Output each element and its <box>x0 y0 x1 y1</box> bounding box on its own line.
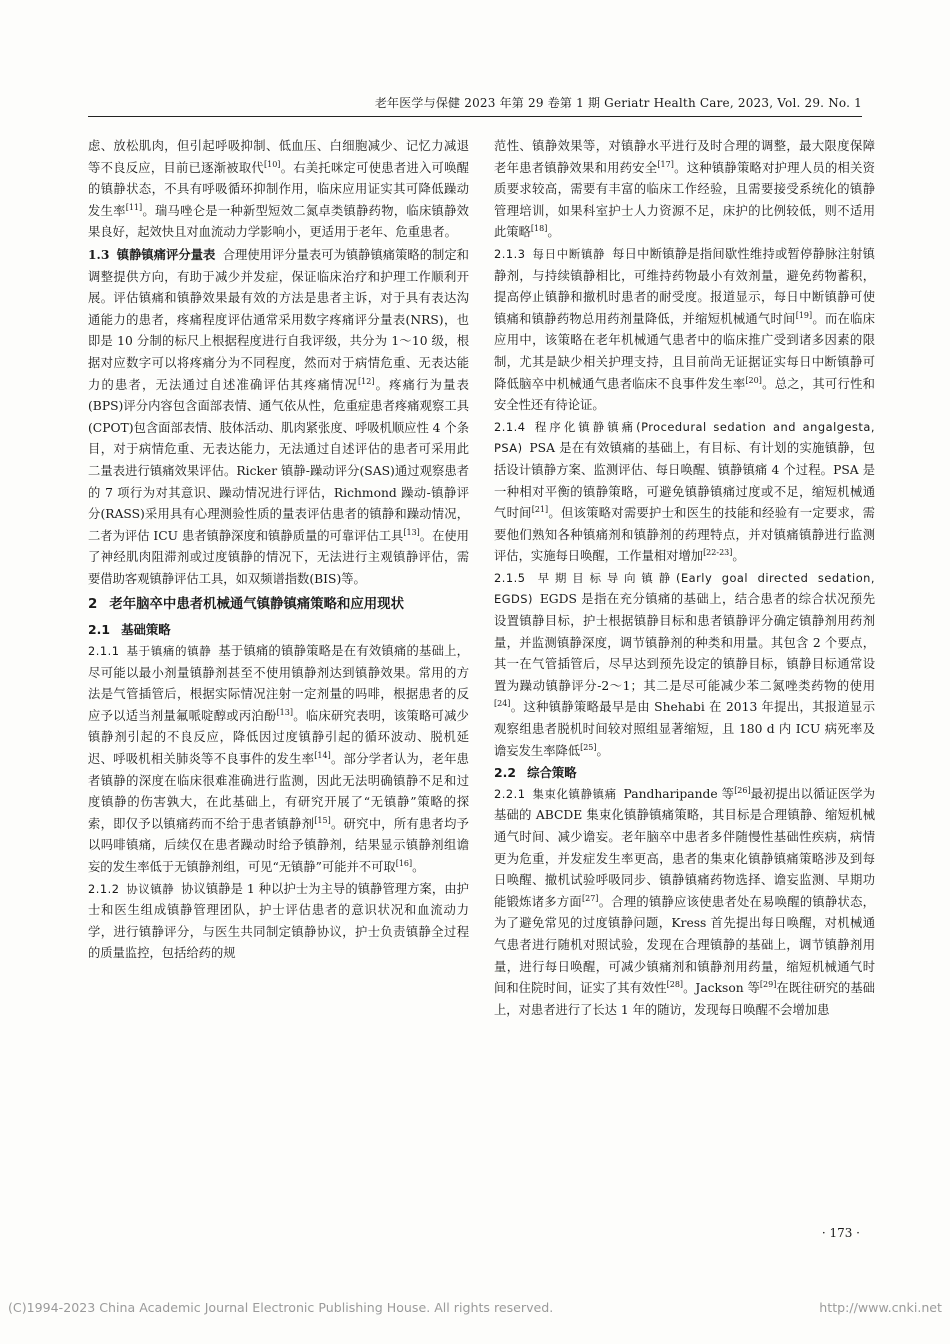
paragraph-intro-continued: 虑、放松肌肉，但引起呼吸抑制、低血压、白细胞减少、记忆力减退等不良反应，目前已逐渐被取代[10]。右美托咪定可使患者进入可唤醒的镇静状态，不具有呼吸循环抑制作用，临床应用证实其可降低躁动发生率[11]。瑞马唑仑是一种新型短效二氮卓类镇静药物，临床镇静效果良好，起效快且对血流动力学影响小，更适用于老年、危重患者。 <box>88 139 469 240</box>
footer-url[interactable]: http://www.cnki.net <box>819 1300 942 1315</box>
citation: [28] <box>666 980 684 990</box>
citation: [15] <box>314 815 331 825</box>
right-column <box>494 136 875 1021</box>
section-number: 2.1.4 <box>494 419 526 434</box>
footer <box>0 1300 950 1315</box>
section-2-2-heading: 2.2 综合策略 <box>494 765 577 781</box>
section-title: 程序化镇静镇痛(Procedural sedation and angalgesta, PSA) <box>494 419 875 456</box>
citation: [18] <box>530 224 548 234</box>
section-2-1-5: 2.1.5 早期目标导向镇静(Early goal directed sedation, EGDS) EGDS 是指在充分镇痛的基础上，结合患者的综合状况预先设置镇静目标，护士根据镇静目标和患者镇静评分确定镇静剂用药剂量，并监测镇静深度，调节镇静剂的种类和用量。其包含 2 个要点，其一在气管插管后，尽早达到预先设定的镇静目标，镇静目标通常设置为躁动镇静评分-2～1；其二是尽可能减少苯二氮唑类药物的使用[24]。这种镇静策略最早是由 Shehabi 在 2013 年提出，其报道显示观察组患者脱机时间较对照组显著缩短，且 180 d 内 ICU 病死率及谵妄发生率降低[25]。 <box>494 570 875 758</box>
section-number: 2.1.2 <box>88 881 120 896</box>
citation: [11] <box>125 202 143 212</box>
copyright-notice: (C)1994-2023 China Academic Journal Electronic Publishing House. All rights reserved. <box>8 1300 554 1315</box>
section-number: 2.1.1 <box>88 644 120 659</box>
citation: [27] <box>582 893 599 903</box>
section-title: 协议镇静 <box>126 881 175 896</box>
section-1-3: 1.3 镇静镇痛评分量表 合理使用评分量表可为镇静镇痛策略的制定和调整提供方向，有助于减少并发症，保证临床治疗和护理工作顺利开展。评估镇痛和镇静效果最有效的方法是患者主诉，对于具有表达沟通能力的患者，疼痛程度评估通常采用数字疼痛评分量表(NRS)，也即是 10 分制的标尺上根据程度进行自我评级，共分为 1～10 级，根据对应数字可以将疼痛分为不同程度，然而对于病情危重、无表达能力的患者，无法通过自述准确评估其疼痛情况[12]。疼痛行为量表(BPS)评分内容包含面部表情、通气依从性，危重症患者疼痛观察工具(CPOT)包含面部表情、肢体活动、肌肉紧张度、呼吸机顺应性 4 个条目，对于病情危重、无表达能力，无法通过自述评估的患者可采用此二量表进行镇痛效果评估。Ricker 镇静-躁动评分(SAS)通过观察患者的 7 项行为对其意识、躁动情况进行评估，Richmond 躁动-镇静评分(RASS)采用具有心理测验性质的量表评估患者的镇静和躁动情况，二者为评估 ICU 患者镇静深度和镇静质量的可靠评估工具[13]。在使用了神经肌肉阻滞剂或过度镇静的情况下，无法进行主观镇静评估，需要借助客观镇静评估工具，如双频谱指数(BIS)等。 <box>88 246 469 586</box>
citation: [29] <box>759 980 777 990</box>
citation: [13] <box>276 707 293 717</box>
section-number: 2.1.5 <box>494 570 526 585</box>
citation: [14] <box>314 750 331 760</box>
section-number: 1.3 <box>88 246 110 262</box>
citation: [13] <box>403 527 420 537</box>
citation: [16] <box>395 858 413 868</box>
section-2-1-2: 2.1.2 协议镇静 协议镇静是 1 种以护士为主导的镇静管理方案，由护士和医生组成镇静管理团队，护士评估患者的意识状况和血流动力学，进行镇静评分，与医生共同制定镇静协议，护士负责镇静全过程的质量监控，包括给药的规 <box>88 881 469 961</box>
section-number: 2.1.3 <box>494 246 526 261</box>
citation: [26] <box>734 785 751 795</box>
citation: [17] <box>657 159 674 169</box>
citation: [21] <box>531 505 549 514</box>
running-head: 老年医学与保健 2023 年第 29 卷第 1 期 Geriatr Health Care, 2023, Vol. 29. No. 1 <box>374 96 862 110</box>
citation: [10] <box>264 159 281 169</box>
section-2-1-1: 2.1.1 基于镇痛的镇静 基于镇痛的镇静策略是在有效镇痛的基础上，尽可能以最小剂量镇静剂甚至不使用镇静剂达到镇静效果。常用的方法是气管插管后，根据实际情况注射一定剂量的吗啡，根据患者的反应予以适当剂量氟哌啶醇或丙泊酚[13]。临床研究表明，该策略可减少镇静剂引起的不良反应，降低因过度镇静引起的循环波动、脱机延迟、呼吸机相关肺炎等不良事件的发生率[14]。部分学者认为，老年患者镇静的深度在临床很难准确进行监测，因此无法明确镇静不足和过度镇静的伤害孰大，在此基础上，有研究开展了“无镇静”策略的探索，即仅予以镇痛药而不给于患者镇静剂[15]。研究中，所有患者均予以吗啡镇痛，后续仅在患者躁动时给予镇静剂，结果显示镇静剂组谵妄的发生率低于无镇静剂组，可见“无镇静”可能并不可取[16]。 <box>88 644 469 874</box>
section-title: 集束化镇静镇痛 <box>532 786 617 801</box>
citation: [19] <box>795 310 813 320</box>
section-title: 每日中断镇静 <box>532 246 606 261</box>
section-title: 基于镇痛的镇静 <box>126 644 212 659</box>
header-rule <box>88 116 862 117</box>
section-2-heading: 2 老年脑卒中患者机械通气镇静镇痛策略和应用现状 <box>88 597 404 613</box>
citation: [22-23] <box>703 548 733 558</box>
citation: [25] <box>580 742 597 752</box>
section-2-2-1: 2.2.1 集束化镇静镇痛 Pandharipande 等[26]最初提出以循证医学为基础的 ABCDE 集束化镇静镇痛策略，其目标是合理镇静、缩短机械通气时间、减少谵妄。老年脑卒中患者多伴随慢性基础性疾病，病情更为危重，并发症发生率更高，患者的集束化镇静镇痛策略涉及到每日唤醒、撤机试验呼吸同步、镇静镇痛药物选择、谵妄监测、早期功能锻炼诸多方面[27]。合理的镇静应该使患者处在易唤醒的镇静状态，为了避免常见的过度镇静问题，Kress 首先提出每日唤醒，对机械通气患者进行随机对照试验，发现在合理镇静的基础上，调节镇静剂用量，进行每日唤醒，可减少镇痛剂和镇静剂用药量，缩短机械通气时间和住院时间，证实了其有效性[28]。Jackson 等[29]在既往研究的基础上，对患者进行了长达 1 年的随访，发现每日唤醒不会增加患 <box>494 785 875 1017</box>
section-number: 2.2.1 <box>494 786 526 801</box>
left-column <box>88 136 469 965</box>
section-2-1-3: 2.1.3 每日中断镇静 每日中断镇静是指间歇性维持或暂停静脉注射镇静剂，与持续镇静相比，可维持药物最小有效剂量，避免药物蓄积，提高停止镇静和撤机时患者的耐受度。报道显示，每日中断镇静可使镇痛和镇静药物总用药剂量降低，并缩短机械通气时间[19]。而在临床应用中，该策略在老年机械通气患者中的临床推广受到诸多因素的限制，尤其是缺少相关护理支持，且目前尚无证据证实每日中断镇静可降低脑卒中机械通气患者临床不良事件发生率[20]。总之，其可行性和安全性还有待论证。 <box>494 246 875 413</box>
page-number: · 173 · <box>821 1226 860 1240</box>
section-title: 早期目标导向镇静(Early goal directed sedation, EGDS) <box>494 570 875 607</box>
section-2-1-heading: 2.1 基础策略 <box>88 622 171 638</box>
section-title: 镇静镇痛评分量表 <box>116 246 216 262</box>
citation: [12] <box>358 376 375 386</box>
citation: [20] <box>745 375 762 385</box>
section-2-1-4: 2.1.4 程序化镇静镇痛(Procedural sedation and angalgesta, PSA) PSA 是在有效镇痛的基础上，有目标、有计划的实施镇静，包括设计镇静方案、监测评估、每日唤醒、镇静镇痛 4 个过程。PSA 是一种相对平衡的镇静策略，可避免镇静镇痛过度或不足，缩短机械通气时间[21]。但该策略对需要护士和医生的技能和经验有一定要求，需要他们熟知各种镇痛剂和镇静剂的药理特点，并对镇痛镇静进行监测评估，实施每日唤醒，工作量相对增加[22-23]。 <box>494 419 875 564</box>
paragraph-continued: 范性、镇静效果等，对镇静水平进行及时合理的调整，最大限度保障老年患者镇静效果和用药安全[17]。这种镇静策略对护理人员的相关资质要求较高，需要有丰富的临床工作经验，且需要接受系统化的镇静管理培训，如果科室护士人力资源不足，床护的比例较低，则不适用此策略[18]。 <box>494 139 875 240</box>
citation: [24] <box>494 699 511 709</box>
